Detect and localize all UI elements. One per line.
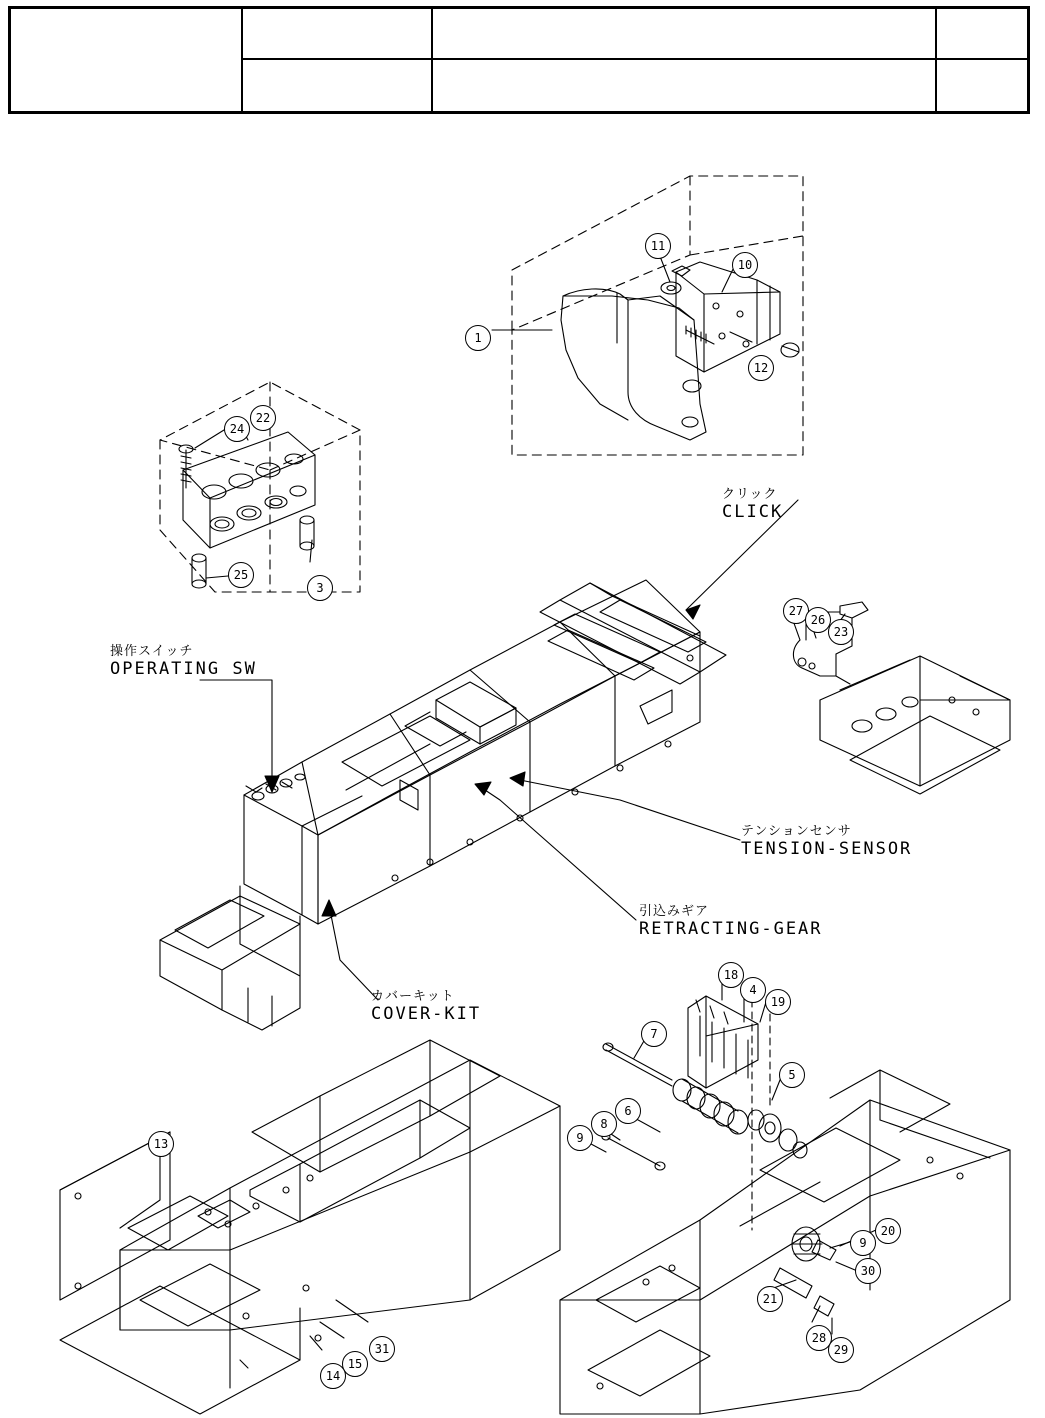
leader-13 <box>120 1144 160 1228</box>
callout-balloon-4[interactable]: 4 <box>740 977 766 1003</box>
callout-balloon-27[interactable]: 27 <box>783 598 809 624</box>
callout-balloon-13[interactable]: 13 <box>148 1131 174 1157</box>
callout-balloon-12[interactable]: 12 <box>748 355 774 381</box>
frame-cover-detail <box>60 1040 560 1414</box>
leader-15 <box>320 1322 344 1338</box>
leader-24 <box>195 430 224 448</box>
title-block-row <box>243 9 1027 60</box>
tension-sensor-detail <box>793 602 1010 794</box>
washer-part <box>661 282 681 294</box>
callout-balloon-15[interactable]: 15 <box>342 1351 368 1377</box>
label-click-en: CLICK <box>722 502 784 522</box>
callout-balloon-6[interactable]: 6 <box>615 1098 641 1124</box>
callout-balloon-5[interactable]: 5 <box>779 1062 805 1088</box>
label-operating-sw-jp: 操作スイッチ <box>110 644 194 659</box>
title-block-cell-r2c2 <box>243 60 433 111</box>
callout-balloon-23[interactable]: 23 <box>828 619 854 645</box>
title-block-cell-r1c3 <box>433 9 937 60</box>
label-tension-sensor-jp: テンションセンサ <box>741 824 852 839</box>
label-tension-sensor-en: TENSION-SENSOR <box>741 839 913 859</box>
leader-tension-sensor <box>520 780 740 840</box>
callout-balloon-21[interactable]: 21 <box>757 1286 783 1312</box>
callout-balloon-24[interactable]: 24 <box>224 416 250 442</box>
title-block <box>8 6 1030 114</box>
label-operating-sw-en: OPERATING SW <box>110 659 257 679</box>
arrowhead-operating-sw <box>265 776 279 792</box>
mounting-plate <box>672 262 799 372</box>
arrowhead-click <box>686 605 700 619</box>
callout-balloon-19[interactable]: 19 <box>765 989 791 1015</box>
arrowhead-cover-kit <box>322 900 336 916</box>
callout-balloon-9-lower[interactable]: 9 <box>850 1230 876 1256</box>
title-block-cell-r2c3 <box>433 60 937 111</box>
callout-balloon-14[interactable]: 14 <box>320 1363 346 1389</box>
label-click <box>722 483 783 522</box>
leader-14 <box>310 1336 322 1350</box>
callout-balloon-29[interactable]: 29 <box>828 1337 854 1363</box>
leader-30 <box>836 1262 855 1270</box>
callout-balloon-30[interactable]: 30 <box>855 1258 881 1284</box>
bracket-assembly-envelope <box>512 176 803 455</box>
callout-balloon-7[interactable]: 7 <box>641 1021 667 1047</box>
bracket-part <box>561 289 706 440</box>
callout-balloon-26[interactable]: 26 <box>805 607 831 633</box>
leader-25 <box>206 576 228 578</box>
arrowhead-retracting-gear <box>475 782 491 795</box>
label-cover-kit <box>371 985 481 1024</box>
leader-3 <box>310 540 312 562</box>
label-retracting-gear-jp: 引込みギア <box>639 904 710 919</box>
leader-operating-sw <box>200 680 272 780</box>
leader-retracting-gear <box>485 790 636 920</box>
retracting-gear-detail <box>560 996 1010 1414</box>
label-retracting-gear-en: RETRACTING-GEAR <box>639 919 823 939</box>
title-block-cell-r2c4 <box>937 60 1027 111</box>
callout-balloon-20[interactable]: 20 <box>875 1218 901 1244</box>
callout-balloon-28[interactable]: 28 <box>806 1325 832 1351</box>
leader-12 <box>730 332 752 342</box>
switch-panel-part <box>183 432 315 548</box>
arrowhead-tension-sensor <box>510 772 525 786</box>
callout-balloon-1[interactable]: 1 <box>465 325 491 351</box>
title-block-cell-r1c4 <box>937 9 1027 60</box>
callout-balloon-31[interactable]: 31 <box>369 1336 395 1362</box>
callout-balloon-25[interactable]: 25 <box>228 562 254 588</box>
callout-balloon-11[interactable]: 11 <box>645 233 671 259</box>
callout-balloon-10[interactable]: 10 <box>732 252 758 278</box>
title-block-row <box>243 60 1027 111</box>
label-cover-kit-jp: カバーキット <box>371 989 455 1004</box>
label-operating-sw <box>110 640 257 679</box>
label-click-jp: クリック <box>722 487 778 502</box>
screw-part <box>179 445 193 488</box>
leader-31 <box>336 1300 368 1322</box>
callout-balloon-3[interactable]: 3 <box>307 575 333 601</box>
label-tension-sensor <box>741 820 912 859</box>
callout-balloon-8[interactable]: 8 <box>591 1111 617 1137</box>
bolt-part <box>686 326 714 344</box>
leader-28 <box>812 1306 820 1322</box>
title-block-cell-left <box>11 9 243 111</box>
callout-balloon-9-upper[interactable]: 9 <box>567 1125 593 1151</box>
callout-balloon-22[interactable]: 22 <box>250 405 276 431</box>
title-block-cell-r1c2 <box>243 9 433 60</box>
callout-balloon-18[interactable]: 18 <box>718 962 744 988</box>
label-cover-kit-en: COVER-KIT <box>371 1004 482 1024</box>
leader-9b <box>830 1242 850 1248</box>
label-retracting-gear <box>639 900 823 939</box>
